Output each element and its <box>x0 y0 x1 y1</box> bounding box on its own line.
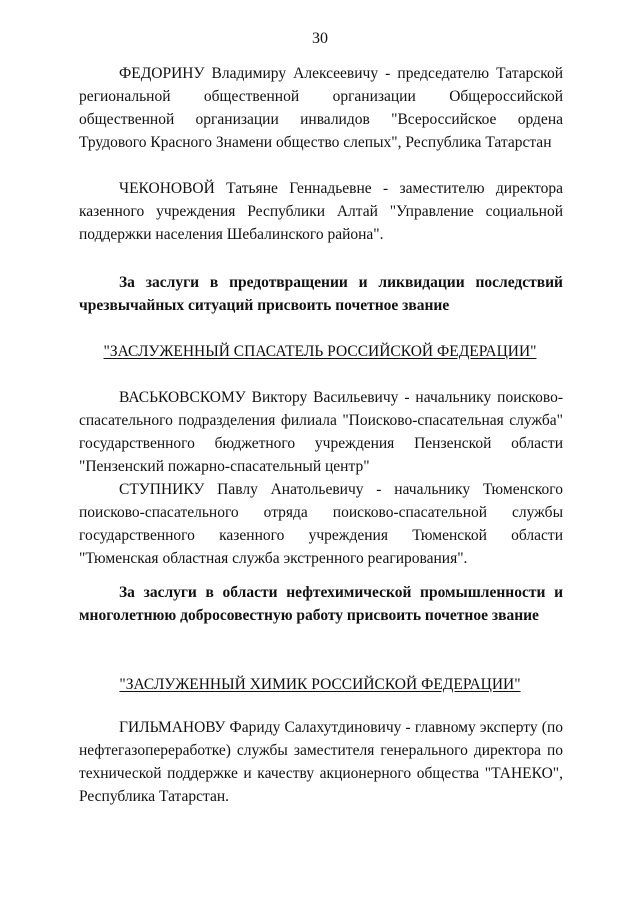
award-entry-stupnik: СТУПНИКУ Павлу Анатольевичу - начальнику Тюменского поисково-спасательного отряда поисково-спасательной службы государственного казенного учреждения Тюменской области "Тюменская областная служба экстренного реагирования". <box>79 481 563 567</box>
honorary-title-chemist <box>0 673 640 696</box>
award-entry-fedorin: ФЕДОРИНУ Владимиру Алексеевичу - председателю Татарской региональной общественной организации Общероссийской общественной организации инвалидов "Всероссийское ордена Трудового Красного Знамени общество слепых", Республика Татарстан <box>79 65 563 151</box>
honorary-title-chemist-text: "ЗАСЛУЖЕННЫЙ ХИМИК РОССИЙСКОЙ ФЕДЕРАЦИИ" <box>119 676 521 693</box>
award-entry-chekonova: ЧЕКОНОВОЙ Татьяне Геннадьевне - заместителю директора казенного учреждения Республики Алтай "Управление социальной поддержки населения Шебалинского района". <box>79 180 563 243</box>
section-heading-rescuer: За заслуги в предотвращении и ликвидации последствий чрезвычайных ситуаций присвоить почетное звание <box>79 274 563 314</box>
section-heading-chemist: За заслуги в области нефтехимической промышленности и многолетнюю добросовестную работу присвоить почетное звание <box>79 584 563 624</box>
honorary-title-rescuer <box>0 340 640 363</box>
page-number: 30 <box>312 30 328 47</box>
honorary-title-rescuer-text: "ЗАСЛУЖЕННЫЙ СПАСАТЕЛЬ РОССИЙСКОЙ ФЕДЕРАЦИИ" <box>103 343 537 360</box>
award-entry-vaskovsky: ВАСЬКОВСКОМУ Виктору Васильевичу - начальнику поисково-спасательного подразделения филиала "Поисково-спасательная служба" государственного бюджетного учреждения Пензенской области "Пензенский пожарно-спасательный центр" <box>79 389 563 475</box>
award-entry-gilmanov: ГИЛЬМАНОВУ Фариду Салахутдиновичу - главному эксперту (по нефтегазопереработке) службы заместителя генерального директора по технической поддержке и качеству акционерного общества "ТАНЕКО", Республика Татарстан. <box>79 719 563 805</box>
